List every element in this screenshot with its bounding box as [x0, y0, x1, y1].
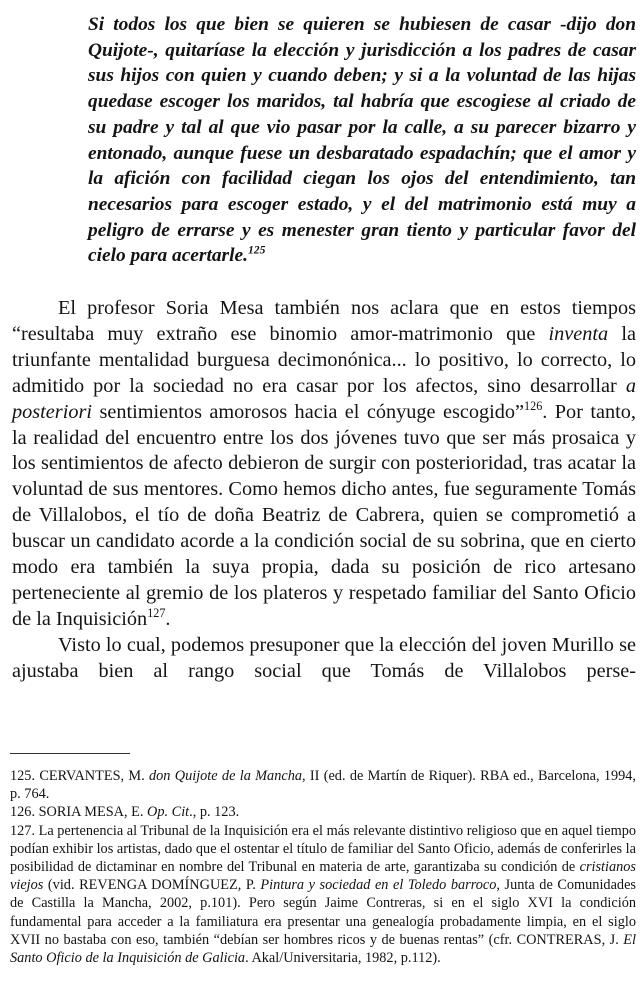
paragraph-1-text-b: la triunfante mentalidad burguesa decimonónica... lo positivo, lo correcto, lo admitido por la sociedad no era casar por los afectos, sino desarrollar — [12, 322, 636, 397]
emphasis-a-posteriori: a posteriori — [12, 374, 636, 423]
footnote-126-c: ., p. 123. — [189, 804, 240, 821]
footnote-127-em: cristianos viejos — [10, 859, 636, 894]
footnote-127-g: . Akal/Universitaria, 1982, p.112). — [245, 950, 441, 967]
footnote-125-title: don Quijote de la Mancha — [149, 768, 302, 784]
footnote-126-title: Op. Cit — [147, 804, 190, 821]
emphasis-inventa: inventa — [548, 322, 609, 345]
paragraph-2-text: Visto lo cual, podemos presuponer que la elección del joven Murillo se ajustaba bien al rango social que Tomás de Villalobos perse- — [12, 633, 636, 682]
footnote-ref-127: 127 — [147, 606, 166, 621]
footnote-ref-125: 125 — [247, 243, 266, 257]
footnote-125-a: 125. CERVANTES, M. — [10, 768, 149, 784]
paragraph-2 — [12, 633, 636, 685]
footnote-127-title-1: Pintura y sociedad en el Toledo barroco — [260, 877, 497, 894]
footnotes — [10, 767, 636, 967]
paragraph-1-text-e: . — [165, 607, 171, 630]
footnote-127 — [10, 822, 636, 968]
footnote-ref-126: 126 — [524, 398, 543, 413]
footnote-126 — [10, 803, 636, 821]
paragraph-1-text-c: sentimientos amorosos hacia el cónyuge escogido” — [92, 400, 525, 423]
footnote-127-a: 127. La pertenencia al Tribunal de la Inquisición era el más relevante distintivo religioso que en aquel tiempo podían exhibir los artistas, dado que el ostentar el título de familiar del Santo Oficio, además de conferirles la posibilidad de dictaminar en nombre del Tribunal en materia de arte, garantizaba su condición de — [10, 822, 636, 876]
footnote-126-a: 126. SORIA MESA, E. — [10, 804, 148, 821]
paragraph-1-text-d: . Por tanto, la realidad del encuentro entre los dos jóvenes tuvo que ser más prosaica y los sentimientos de afecto debieron de surgir con posterioridad, tras acatar la voluntad de sus mentores. Como hemos dicho antes, fue seguramente Tomás de Villalobos, el tío de doña Beatriz de Cabrera, quien se comprometió a buscar un candidato acorde a la condición social de su sobrina, que en cierto modo era también la suya propia, dada su posición de rico artesano perteneciente al gremio de los plateros y respetado familiar del Santo Oficio de la Inquisición — [12, 400, 636, 630]
footnote-125-c: , II (ed. de Martín de Riquer). RBA ed., Barcelona, 1994, p. 764. — [10, 768, 637, 803]
footnote-127-title-2: El Santo Oficio de la Inquisición de Galicia — [10, 931, 636, 967]
block-quote — [88, 12, 636, 269]
paragraph-1-text-a: El profesor Soria Mesa también nos aclara que en estos tiempos “resultaba muy extraño ese binomio amor-matrimonio que — [12, 297, 636, 345]
paragraph-1 — [12, 296, 636, 633]
body-text — [12, 296, 636, 685]
footnote-127-c: (vid. REVENGA DOMÍNGUEZ, P. — [43, 877, 261, 894]
footnote-125 — [10, 767, 636, 803]
footnote-127-e: , Junta de Comunidades de Castilla la Mancha, 2002, p.101). Pero según Jaime Contreras, si en el siglo XVI la condición fundamental para acceder a la familiatura era presentar una genealogía probadamente limpia, en el siglo XVII no bastaba con eso, también “debían ser hombres ricos y de buenas rentas” (cfr. CONTRERAS, J. — [10, 877, 636, 948]
footnote-divider — [10, 753, 130, 754]
quote-text: Si todos los que bien se quieren se hubiesen de casar -dijo don Quijote-, quitaríase la elección y jurisdicción a los padres de casar sus hijos con quien y cuando deben; y si a la voluntad de las hijas quedase escoger los maridos, tal habría que escogiese al criado de su padre y tal al que vio pasar por la calle, a su parecer bizarro y entonado, aunque fuese un desbaratado espadachín; que el amor y la afición con facilidad ciegan los ojos del entendimiento, tan necesarios para escoger estado, y el del matrimonio está muy a peligro de errarse y es menester gran tiento y particular favor del cielo para acertarle. — [88, 14, 636, 267]
